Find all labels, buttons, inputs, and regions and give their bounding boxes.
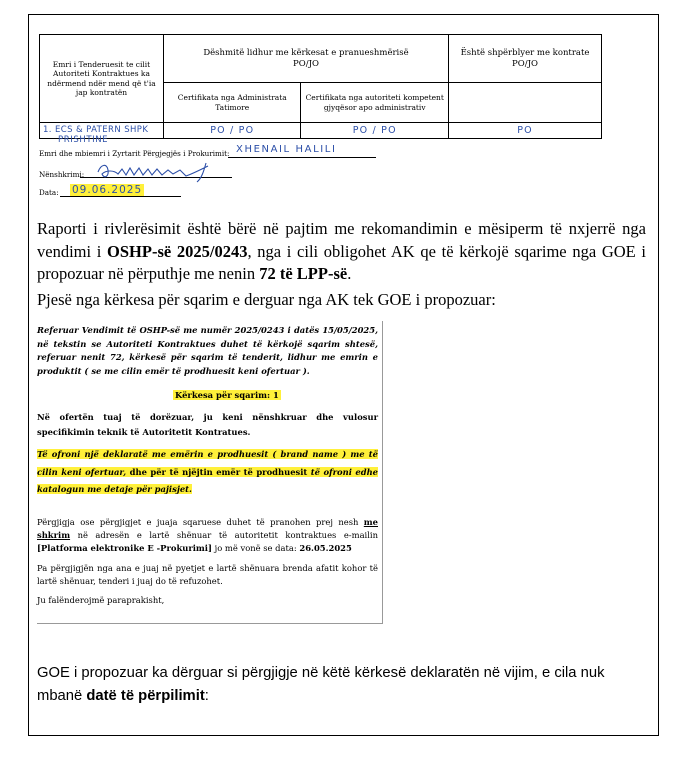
- p1-text-3: .: [347, 264, 352, 283]
- header-bought-empty: [449, 83, 602, 123]
- header-evidence-title: Dëshmitë lidhur me kërkesat e pranueshmërisë: [203, 47, 409, 58]
- paragraph-request-excerpt: Pjesë nga kërkesa për sqarim e derguar nga AK tek GOE i propozuar:: [37, 290, 496, 309]
- tenderer-city: PRISHTINE: [58, 135, 109, 145]
- p3-text-2: :: [204, 688, 209, 704]
- hl-part-c: të ofroni edhe katalogun me detaje për pajisjet.: [37, 466, 378, 494]
- header-evidence-sub: PO/JO: [293, 58, 319, 69]
- hl-part-a: Të ofroni një deklaratë me emërin e prodhuesit ( brand name ) me të cilin keni ofertuar,: [37, 449, 378, 477]
- header-cert-tax: Certifikata nga Administrata Tatimore: [164, 83, 301, 123]
- date-line: [60, 196, 181, 197]
- header-evidence: [164, 35, 449, 83]
- date-value: 09.06.2025: [72, 184, 143, 196]
- header-bought-sub: PO/JO: [512, 58, 538, 69]
- resp-in-writing: me shkrim: [37, 517, 378, 540]
- paragraph-evaluation-report: [37, 218, 646, 286]
- row-tenderer-name: 1. ECS & PATERN SHPK: [40, 123, 164, 139]
- letter-thanks: Ju falënderojmë paraprakisht,: [37, 595, 165, 605]
- letter-response-instructions: [37, 516, 378, 555]
- letter-requirement: Në ofertën tuaj të dorëzuar, ju keni nënshkruar dhe vulosur specifikimin teknik të Autoritetit Kontratues.: [37, 412, 378, 437]
- header-bought-title: Është shpërblyer me kontrate: [460, 47, 590, 58]
- date-label: Data:: [39, 188, 59, 197]
- letter-title: [173, 390, 281, 400]
- p3-bold: datë të përpilimit: [86, 688, 205, 704]
- signature-image: [96, 160, 236, 184]
- official-label: Emri dhe mbiemri i Zyrtarit Përgjegjës i Prokurimit:: [39, 149, 230, 158]
- official-name: XHENAIL HALILI: [236, 144, 337, 155]
- official-line: [228, 157, 376, 158]
- p3-text-1: GOE i propozuar ka dërguar si përgjigje në këtë kërkesë deklaratën në vijim, e cila nuk mbanë: [37, 665, 605, 704]
- p1-article: 72 të LPP-së: [259, 264, 348, 283]
- clarification-request-letter: [37, 321, 383, 624]
- letter-rejection-warning: Pa përgjigjën nga ana e juaj në pyetjet e lartë shënuara brenda afatit kohor të lartë shënuar, tenderi i juaj do të refuzohet.: [37, 563, 378, 586]
- header-bought: [449, 35, 602, 83]
- paragraph-response-note: [37, 662, 646, 708]
- header-tenderer-name: Emri i Tenderuesit te cilit Autoriteti Kontraktues ka ndërmend ndër mend që t'ia jap kontratën: [40, 35, 164, 123]
- resp-2: në adresën e lartë shënuar të autoritetit kontraktues e-mailin: [70, 530, 378, 540]
- signature-label: Nënshkrimi:: [39, 170, 85, 179]
- header-cert-court: Certifikata nga autoriteti kompetent gjyqësor apo administrativ: [301, 83, 449, 123]
- hl-part-b: dhe për të njëjtin emër të prodhuesit: [126, 466, 311, 477]
- resp-deadline: 26.05.2025: [299, 543, 352, 553]
- letter-title-text: Kërkesa për sqarim: 1: [175, 390, 279, 400]
- p1-text-1: Raporti i rivlerësimit është bërë në pajtim me rekomandimin e mësiperm të nxjerrë nga vendimi i: [37, 219, 646, 261]
- letter-highlighted-request: [37, 446, 378, 499]
- p1-text-2: , nga i cili obligohet AK qe të kërkojë sqarime nga GOE i propozuar në përputhje me nenin: [37, 241, 646, 283]
- evaluation-table: [39, 34, 602, 139]
- letter-intro: Referuar Vendimit të OSHP-së me numër 2025/0243 i datës 15/05/2025, në tekstin se Autoriteti Kontraktues duhet të kërkojë sqarim shtesë, referuar nenit 72, kërkesë për sqarim të tenderit, lidhur me emrin e produktit ( se me cilin emër të prodhuesit keni ofertuar ).: [37, 325, 378, 376]
- resp-platform: [Platforma elektronike E -Prokurimi]: [37, 543, 212, 553]
- resp-3: jo më vonë se data:: [211, 543, 300, 553]
- row-cert-court: PO / PO: [301, 123, 449, 139]
- p1-decision-number: OSHP-së 2025/0243: [107, 241, 248, 261]
- resp-1: Përgjigja ose përgjigjet e juaja sqaruese duhet të pranohen prej nesh: [37, 517, 364, 527]
- row-bought: PO: [449, 123, 602, 139]
- row-cert-tax: PO / PO: [164, 123, 301, 139]
